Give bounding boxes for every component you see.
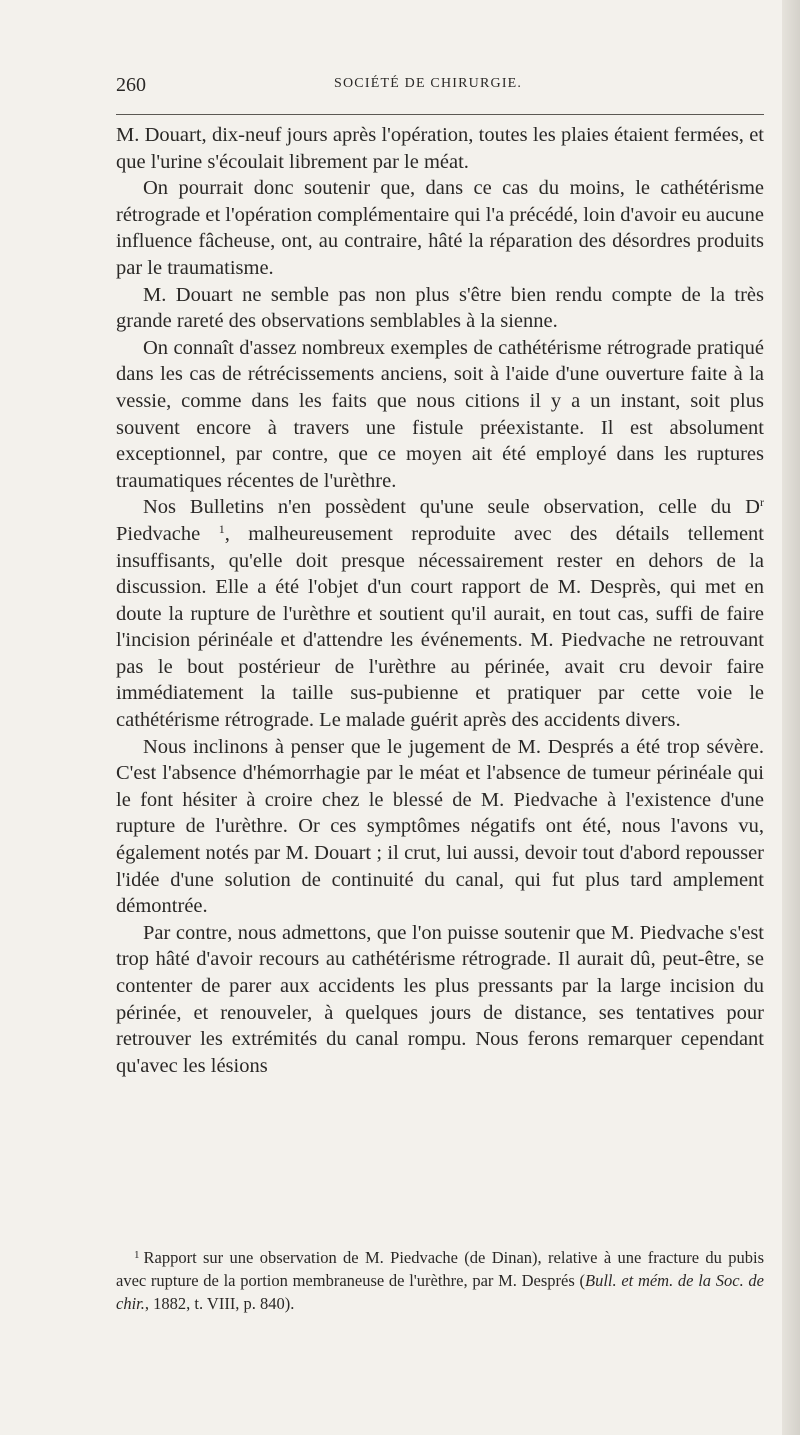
paragraph-text: , malheureusement reproduite avec des détails tellement insuffisants, qu'elle doit presque nécessairement rester en dehors de la discussion. Elle a été l'objet d'un court rapport de M. Desprès, qui met en doute la rupture de l'urèthre et soutient qu'il aurait, en tout cas, suffi de faire l'incision périnéale et d'attendre les événements. M. Piedvache ne retrouvant pas le bout postérieur de l'urèthre au périnée, avait cru devoir faire immédiatement la taille sus-pubienne et pratiquer par cette voie le cathétérisme rétrograde. Le malade guérit après des accidents divers. bbox=[116, 522, 765, 732]
page-number: 260 bbox=[116, 74, 146, 96]
page-header bbox=[116, 66, 764, 102]
paragraph: M. Douart ne semble pas non plus s'être bien rendu compte de la très grande rareté des observations semblables à la sienne. bbox=[116, 283, 764, 333]
paragraph: On connaît d'assez nombreux exemples de cathétérisme rétrograde pratiqué dans les cas de rétrécissements anciens, soit à l'aide d'une ouverture faite à la vessie, comme dans les faits que nous citions il y a un instant, soit plus souvent encore à travers une fistule préexistante. Il est absolument exceptionnel, par contre, que ce moyen ait été employé dans les ruptures traumatiques récentes de l'urèthre. bbox=[116, 336, 764, 492]
body-text bbox=[116, 122, 764, 1079]
paragraph: Nous inclinons à penser que le jugement de M. Després a été trop sévère. C'est l'absence d'hémorrhagie par le méat et l'absence de tumeur périnéale qui le font hésiter à croire chez le blessé de M. Piedvache à l'existence d'une rupture de l'urèthre. Or ces symptômes négatifs ont été, nous l'avons vu, également notés par M. Douart ; il crut, lui aussi, devoir tout d'abord repousser l'idée d'une solution de continuité du canal, qui fut plus tard amplement démontrée. bbox=[116, 735, 764, 918]
header-rule bbox=[116, 114, 764, 115]
paragraph: On pourrait donc soutenir que, dans ce cas du moins, le cathétérisme rétrograde et l'opération complémentaire qui l'a précédé, loin d'avoir eu aucune influence fâcheuse, ont, au contraire, hâté la réparation des désordres produits par le traumatisme. bbox=[116, 177, 765, 279]
doctor-abbrev-superscript: r bbox=[760, 495, 764, 510]
paragraph-text: Nos Bulletins n'en possèdent qu'une seule observation, celle du D bbox=[143, 496, 760, 519]
running-title: SOCIÉTÉ DE CHIRURGIE. bbox=[334, 76, 523, 91]
paragraph: Par contre, nous admettons, que l'on puisse soutenir que M. Piedvache s'est trop hâté d'avoir recours au cathétérisme rétrograde. Il aurait dû, peut-être, se contenter de parer aux accidents les plus pressants par la large incision du périnée, et renouveler, à quelques jours de distance, ses tentatives pour retrouver les extrémités du canal rompu. Nous ferons remarquer cependant qu'avec les lésions bbox=[116, 921, 764, 1077]
page-edge-shadow bbox=[782, 0, 800, 1435]
footnote bbox=[116, 1246, 764, 1315]
paragraph-continued: M. Douart, dix-neuf jours après l'opération, toutes les plaies étaient fermées, et que l'urine s'écoulait librement par le méat. bbox=[116, 124, 764, 173]
footnote-text: Rapport sur une observation de M. Piedvache (de Dinan), relative à une fracture du pubis avec rupture de la portion membraneuse de l'urèthre, par M. Després ( bbox=[116, 1248, 764, 1290]
footnotes bbox=[116, 1246, 764, 1315]
paragraph-with-note bbox=[116, 494, 764, 733]
paragraph-text: Piedvache bbox=[116, 522, 219, 545]
footnote-text: , 1882, t. VIII, p. 840). bbox=[144, 1294, 295, 1313]
footnote-reference[interactable]: 1 bbox=[218, 521, 225, 536]
footnote-mark: 1 bbox=[134, 1249, 140, 1261]
footnote-citation-title: Bull. et mém. de la Soc. de chir. bbox=[116, 1271, 765, 1313]
